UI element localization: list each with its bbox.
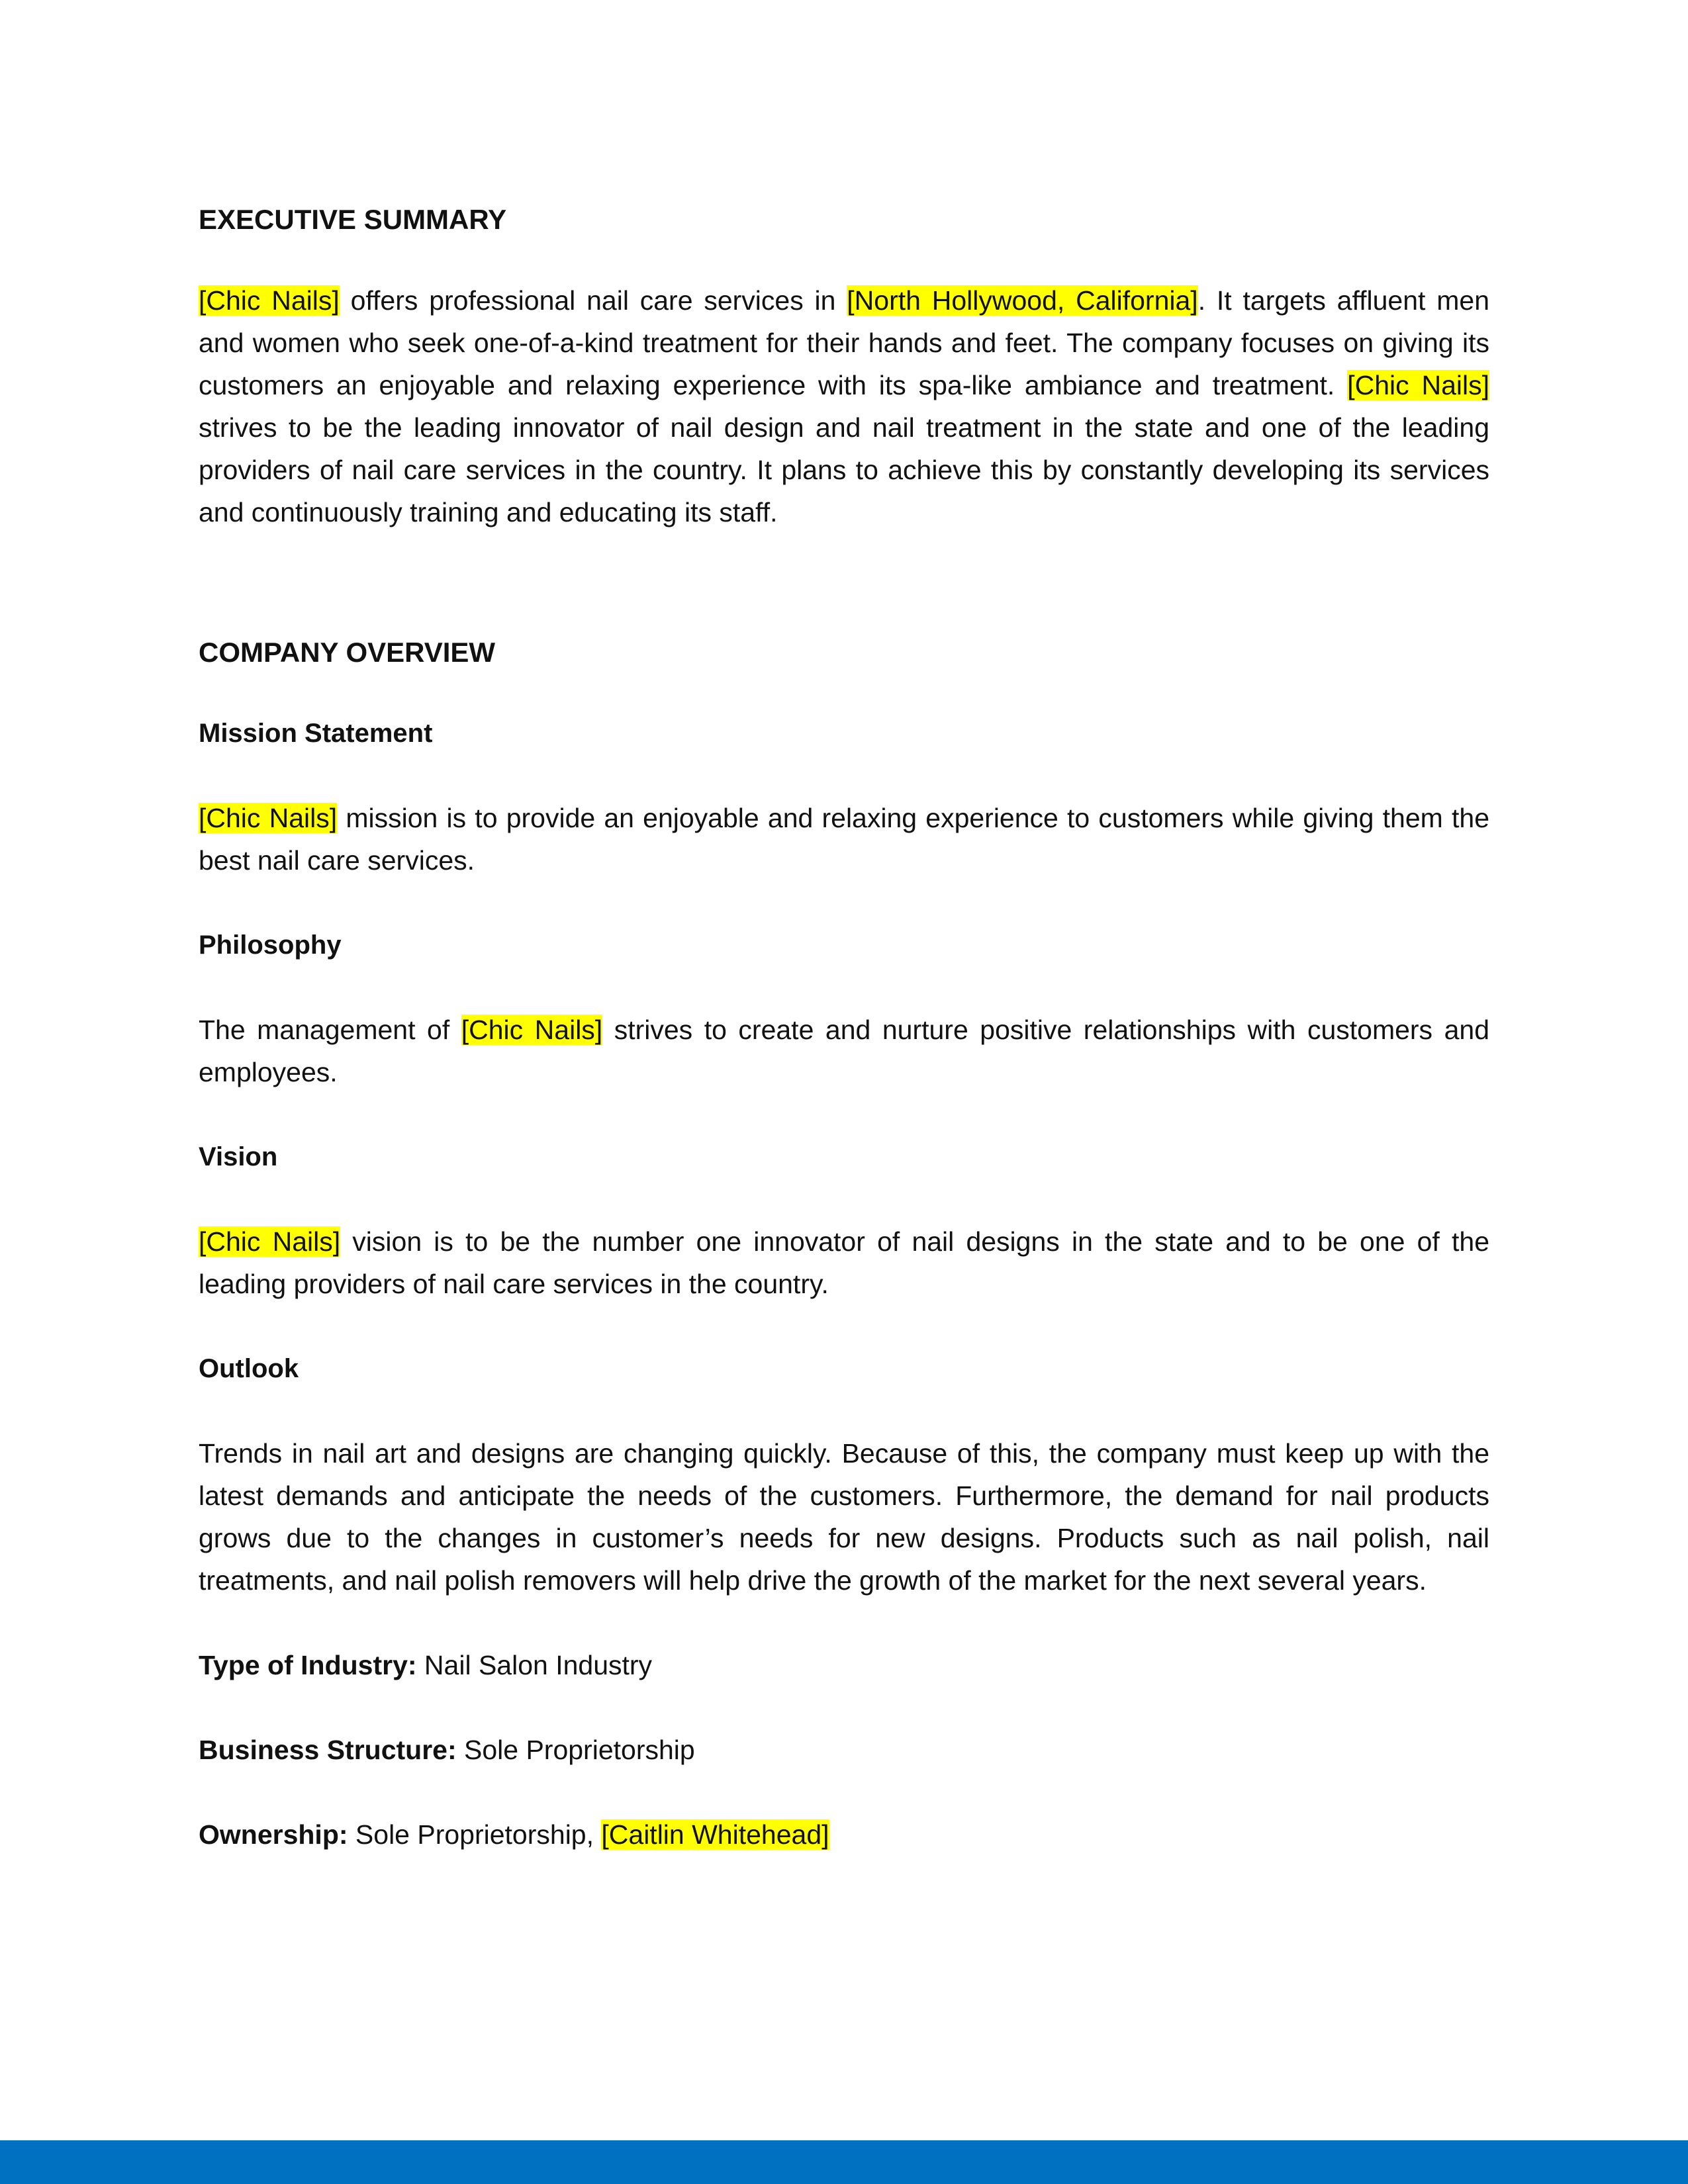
- vision-paragraph: [199, 1220, 1489, 1305]
- section-spacer: [199, 576, 1489, 631]
- summary-text-3: strives to be the leading innovator of nail design and nail treatment in the state and one of the leading providers of nail care services in the country. It plans to achieve this by constantly developing its services and continuously training and educating its staff.: [199, 412, 1489, 527]
- company-overview-heading: COMPANY OVERVIEW: [199, 637, 496, 668]
- mission-statement-title: Mission Statement: [199, 719, 433, 748]
- philosophy-paragraph: [199, 1009, 1489, 1093]
- ownership-row: [199, 1813, 1489, 1856]
- industry-row: [199, 1644, 1489, 1686]
- industry-label: Type of Industry:: [199, 1650, 417, 1680]
- highlight-company-name: [Chic Nails]: [199, 285, 340, 316]
- outlook-paragraph: Trends in nail art and designs are changing quickly. Because of this, the company must keep up with the latest demands and anticipate the needs of the customers. Furthermore, the demand for nail products grows due to the changes in customer’s needs for new designs. Products such as nail polish, nail treatments, and nail polish removers will help drive the growth of the market for the next several years.: [199, 1438, 1489, 1596]
- mission-statement-paragraph: [199, 797, 1489, 882]
- philosophy-title: Philosophy: [199, 931, 342, 960]
- highlight-owner-name: [Caitlin Whitehead]: [601, 1819, 829, 1850]
- industry-value: Nail Salon Industry: [416, 1650, 653, 1680]
- philosophy-text-1: The management of: [199, 1015, 461, 1045]
- structure-label: Business Structure:: [199, 1735, 457, 1765]
- executive-summary-paragraph: [199, 279, 1489, 533]
- highlight-company-name: [Chic Nails]: [199, 803, 338, 833]
- highlight-company-name: [Chic Nails]: [199, 1226, 341, 1257]
- mission-text: mission is to provide an enjoyable and relaxing experience to customers while giving them the best nail care services.: [199, 803, 1490, 876]
- structure-row: [199, 1729, 1489, 1771]
- summary-text-1: offers professional nail care services in: [339, 285, 847, 316]
- footer-bar: [0, 2140, 1688, 2184]
- vision-text: vision is to be the number one innovator of nail designs in the state and to be one of the leading providers of nail care services in the country.: [199, 1226, 1490, 1299]
- summary-text-2: . It targets affluent men and women who seek one-of-a-kind treatment for their hands and feet. The company focuses on giving its customers an enjoyable and relaxing experience with its spa-like ambiance and treatment.: [199, 285, 1490, 400]
- outlook-title: Outlook: [199, 1354, 299, 1383]
- document-page: [199, 199, 1489, 1898]
- structure-value: Sole Proprietorship: [456, 1735, 695, 1765]
- highlight-location: [North Hollywood, California]: [847, 285, 1198, 316]
- highlight-company-name: [Chic Nails]: [1347, 370, 1489, 400]
- highlight-company-name: [Chic Nails]: [461, 1015, 603, 1045]
- philosophy-text-2: strives to create and nurture positive relationships with customers and employees.: [199, 1015, 1489, 1087]
- executive-summary-heading: EXECUTIVE SUMMARY: [199, 204, 507, 235]
- ownership-label: Ownership:: [199, 1819, 348, 1850]
- ownership-value: Sole Proprietorship,: [348, 1819, 602, 1850]
- vision-title: Vision: [199, 1142, 278, 1171]
